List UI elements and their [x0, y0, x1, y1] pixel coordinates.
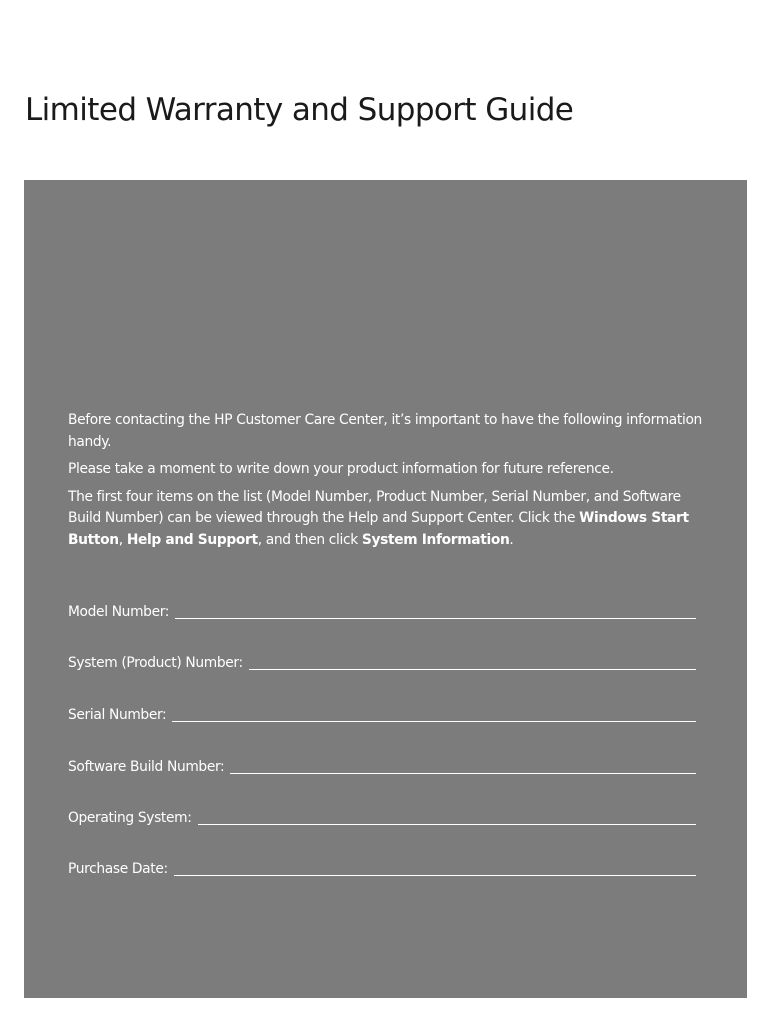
intro-p3-sep1: , — [118, 531, 127, 548]
intro-p3-end: . — [509, 531, 514, 548]
field-label: Operating System: — [68, 810, 192, 826]
system-information-text: System Information — [361, 531, 510, 548]
info-panel — [24, 180, 747, 998]
system-product-number-line[interactable] — [249, 655, 696, 670]
field-label: Serial Number: — [68, 707, 167, 723]
field-label: Model Number: — [68, 604, 170, 620]
system-product-number-field — [68, 655, 696, 671]
field-label: Software Build Number: — [68, 759, 225, 775]
purchase-date-line[interactable] — [174, 861, 696, 876]
purchase-date-field — [68, 861, 696, 877]
operating-system-line[interactable] — [198, 810, 696, 825]
intro-text — [68, 410, 708, 557]
software-build-number-field — [68, 759, 696, 775]
field-label: Purchase Date: — [68, 861, 168, 877]
serial-number-field — [68, 707, 696, 723]
serial-number-line[interactable] — [172, 707, 696, 722]
field-label: System (Product) Number: — [68, 655, 243, 671]
intro-paragraph-3 — [68, 487, 708, 552]
windows-start-button-text: Windows Start Button — [68, 510, 689, 548]
intro-p3-start: The first four items on the list (Model Number, Product Number, Serial Number, and Software Build Number) can be viewed through the Help and Support Center. Click the — [68, 488, 681, 526]
intro-paragraph-1: Before contacting the HP Customer Care Center, it’s important to have the following information handy. — [68, 412, 702, 450]
help-and-support-text: Help and Support — [126, 531, 258, 548]
document-title: Limited Warranty and Support Guide — [25, 92, 574, 128]
intro-p3-mid: , and then click — [257, 531, 362, 548]
model-number-field — [68, 604, 696, 620]
software-build-number-line[interactable] — [230, 759, 696, 774]
operating-system-field — [68, 810, 696, 826]
model-number-line[interactable] — [175, 604, 696, 619]
intro-paragraph-2: Please take a moment to write down your product information for future reference. — [68, 461, 614, 477]
